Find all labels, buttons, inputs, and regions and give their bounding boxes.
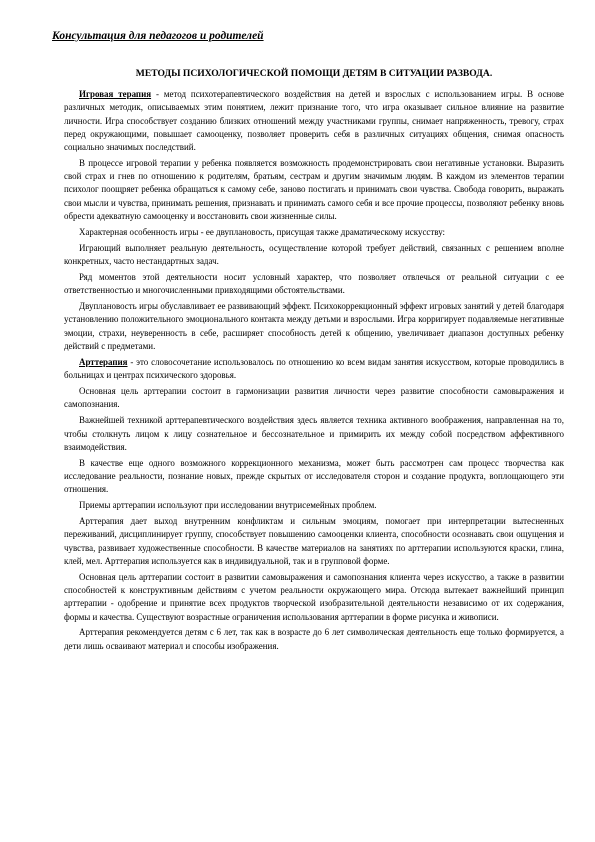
paragraph: Ряд моментов этой деятельности носит условный характер, что позволяет отвлечься от реальной ситуации с ее ответственностью и многочисленными привходящими обстоятельствами. <box>64 272 564 296</box>
term-art-therapy: Арттерапия <box>79 356 128 367</box>
paragraph: Играющий выполняет реальную деятельность, осуществление которой требует действий, связанных с решением вполне конкретных, часто нестандартных задач. <box>64 242 564 267</box>
paragraph-text: - метод психотерапевтического воздействия на детей и взрослых с использованием игры. В основе различных методик, описываемых этим понятием, лежит признание того, что игра оказывает сильное влияние на развитие личности. Игра способствует созданию близких отношений между участниками группы, снимает напряженность, тревогу, страх перед окружающими, повышает самооценку, позволяет проверить себя в различных ситуациях общения, снимая опасность социально значимых последствий. <box>64 89 565 152</box>
paragraph: В процессе игровой терапии у ребенка появляется возможность продемонстрировать свои негативные установки. Выразить свой страх и гнев по отношению к родителям, братьям, сестрам и другим значимым людям. В каждом из элементов терапии психолог поощряет ребенка обращаться к самому себе, заново постигать и принимать свои чувства. Свобода говорить, выражать свои мысли и чувства, принимать решения, признавать и принимать самого себя и все прочие процессы, позволяют ребенку вновь обрести адекватную самооценку и восстановить свои жизненные силы. <box>64 157 564 221</box>
paragraph: Арттерапия дает выход внутренним конфликтам и сильным эмоциям, помогает при интерпретации вытесненных переживаний, дисциплинирует группу, способствует повышению самооценки клиента, способности осознавать свои ощущения и чувства, развивает художественные способности. В качестве материалов на занятиях по арттерапии используются краски, глина, клей, мел. Арттерапия используется как в индивидуальной, так и в групповой форме. <box>64 516 564 566</box>
paragraph-play-therapy <box>64 88 564 154</box>
paragraph: Характерная особенность игры - ее двуплановость, присущая также драматическому искусству: <box>79 226 446 237</box>
term-play-therapy: Игровая терапия <box>79 89 152 99</box>
article-body <box>64 88 564 656</box>
paragraph: Приемы арттерапии используют при исследовании внутрисемейных проблем. <box>79 500 377 511</box>
paragraph: Основная цель арттерапии состоит в гармонизации развития личности через развитие способности самовыражения и самопознания. <box>64 386 564 410</box>
paragraph: Основная цель арттерапии состоит в развитии самовыражения и самопознания клиента через искусство, а также в развитии способностей к конструктивным действиям с учетом реальности окружающего мира. Отсюда вытекает важнейший принцип арттерапии - одобрение и принятие всех продуктов творческой изобразительной деятельности независимо от их содержания, формы и качества. Существуют возрастные ограничения использования арттерапии в форме рисунка и живописи. <box>64 571 564 622</box>
paragraph-art-therapy <box>64 356 564 383</box>
paragraph: Важнейшей техникой арттерапевтического воздействия здесь является техника активного воображения, направленная на то, чтобы столкнуть лицом к лицу сознательное и бессознательное и примирить их между собой посредством аффективного взаимодействия. <box>64 415 564 452</box>
paragraph: В качестве еще одного возможного коррекционного механизма, может быть рассмотрен сам процесс творчества как исследование реальности, познание новых, прежде скрытых от исследователя сторон и создание продукта, воплощающего эти отношения. <box>64 457 564 495</box>
paragraph: Арттерапия рекомендуется детям с 6 лет, так как в возрасте до 6 лет символическая деятельность еще только формируется, а дети лишь осваивают материал и способы изображения. <box>64 627 564 651</box>
paragraph-text: - это словосочетание использовалось по отношению ко всем видам занятия искусством, которые проводились в больницах и центрах психического здоровья. <box>64 356 564 381</box>
paragraph: Двуплановость игры обуславливает ее развивающий эффект. Психокоррекционный эффект игровых занятий у детей благодаря установлению положительного эмоционального контакта между детьми и взрослыми. Игра корригирует подавляемые негативные эмоции, страхи, неуверенность в себе, расширяет способность детей к общению, увеличивает диапазон доступных ребенку действий с предметами. <box>64 301 564 351</box>
article-title: МЕТОДЫ ПСИХОЛОГИЧЕСКОЙ ПОМОЩИ ДЕТЯМ В СИТУАЦИИ РАЗВОДА. <box>135 68 493 79</box>
document-header: Консультация для педагогов и родителей <box>52 30 264 42</box>
